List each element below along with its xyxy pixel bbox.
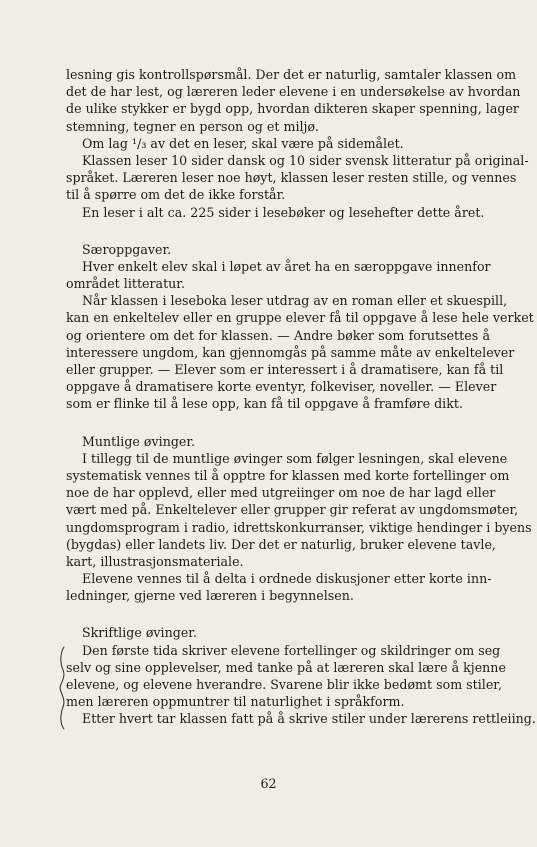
text-line: men læreren oppmuntrer til naturlighet i språkform. bbox=[66, 694, 405, 710]
text-line: kart, illustrasjonsmateriale. bbox=[66, 553, 244, 569]
text-line: oppgave å dramatisere korte eventyr, folkeviser, noveller. — Elever bbox=[66, 379, 497, 395]
text-line: Hver enkelt elev skal i løpet av året ha en særoppgave innenfor bbox=[82, 258, 491, 274]
text-line: noe de har opplevd, eller med utgreiinger om noe de har lagd eller bbox=[66, 485, 496, 501]
section-heading-saeroppgaver: Særoppgaver. bbox=[82, 241, 172, 257]
section-gap bbox=[66, 413, 490, 433]
handwritten-brace-mark bbox=[58, 645, 66, 731]
text-line: selv og sine opplevelser, med tanke på at læreren skal lære å kjenne bbox=[66, 659, 506, 675]
text-line: Klassen leser 10 sider dansk og 10 sider svensk litteratur på original- bbox=[82, 152, 529, 168]
text-line: elevene, og elevene hverandre. Svarene blir ikke bedømt som stiler, bbox=[66, 677, 502, 692]
text-line: ungdomsprogram i radio, idrettskonkurranser, viktige hendinger i byens bbox=[66, 519, 532, 535]
text-line: vært med på. Enkeltelever eller grupper gir referat av ungdomsmøter, bbox=[66, 502, 519, 518]
section-gap bbox=[66, 604, 490, 624]
text-line: lesning gis kontrollspørsmål. Der det er naturlig, samtaler klassen om bbox=[66, 67, 517, 82]
text-line: En leser i alt ca. 225 sider i lesebøker og lesehefter dette året. bbox=[82, 204, 485, 220]
text-line: området litteratur. bbox=[66, 276, 185, 292]
page-content bbox=[66, 66, 536, 728]
text-line: stemning, tegner en person og et miljø. bbox=[66, 118, 319, 134]
text-line: Når klassen i leseboka leser utdrag av en roman eller et skuespill, bbox=[82, 293, 508, 309]
text-line: det de har lest, og læreren leder elevene i en undersøkelse av hvordan bbox=[66, 84, 521, 100]
text-line: interessere ungdom, kan gjennomgås på samme måte av enkeltelever bbox=[66, 344, 515, 360]
text-line: Den første tida skriver elevene fortellinger og skildringer om seg bbox=[82, 642, 501, 658]
text-line: og orientere om det for klassen. — Andre bøker som forutsettes å bbox=[66, 327, 490, 343]
text-line: systematisk vennes til å opptre for klassen med korte fortellinger om bbox=[66, 467, 510, 483]
text-line: kan en enkeltelev eller en gruppe elever få til oppgave å lese hele verket bbox=[66, 310, 534, 326]
section-heading-muntlige-ovinger: Muntlige øvinger. bbox=[82, 433, 196, 449]
text-line: de ulike stykker er bygd opp, hvordan dikteren skaper spenning, lager bbox=[66, 101, 519, 117]
text-line: (bygdas) eller landets liv. Der det er naturlig, bruker elevene tavle, bbox=[66, 536, 496, 552]
section-gap bbox=[66, 221, 490, 241]
text-line: språket. Læreren leser noe høyt, klassen leser resten stille, og vennes bbox=[66, 170, 517, 186]
text-line: til å spørre om det de ikke forstår. bbox=[66, 187, 286, 203]
text-line: I tillegg til de muntlige øvinger som følger lesningen, skal elevene bbox=[82, 450, 508, 466]
text-line: Etter hvert tar klassen fatt på å skrive stiler under lærerens rettleiing. bbox=[82, 711, 536, 727]
section-heading-skriftlige-ovinger: Skriftlige øvinger. bbox=[82, 625, 197, 641]
page-number: 62 bbox=[260, 776, 277, 791]
text-line: eller grupper. — Elever som er interessert i å dramatisere, kan få til bbox=[66, 362, 504, 377]
text-line: som er flinke til å lese opp, kan få til oppgave å framføre dikt. bbox=[66, 396, 463, 412]
text-line: Om lag ¹/₃ av det en leser, skal være på sidemålet. bbox=[82, 135, 404, 151]
text-line: Elevene vennes til å delta i ordnede diskusjoner etter korte inn- bbox=[82, 571, 492, 587]
text-line: ledninger, gjerne ved læreren i begynnelsen. bbox=[66, 588, 354, 604]
